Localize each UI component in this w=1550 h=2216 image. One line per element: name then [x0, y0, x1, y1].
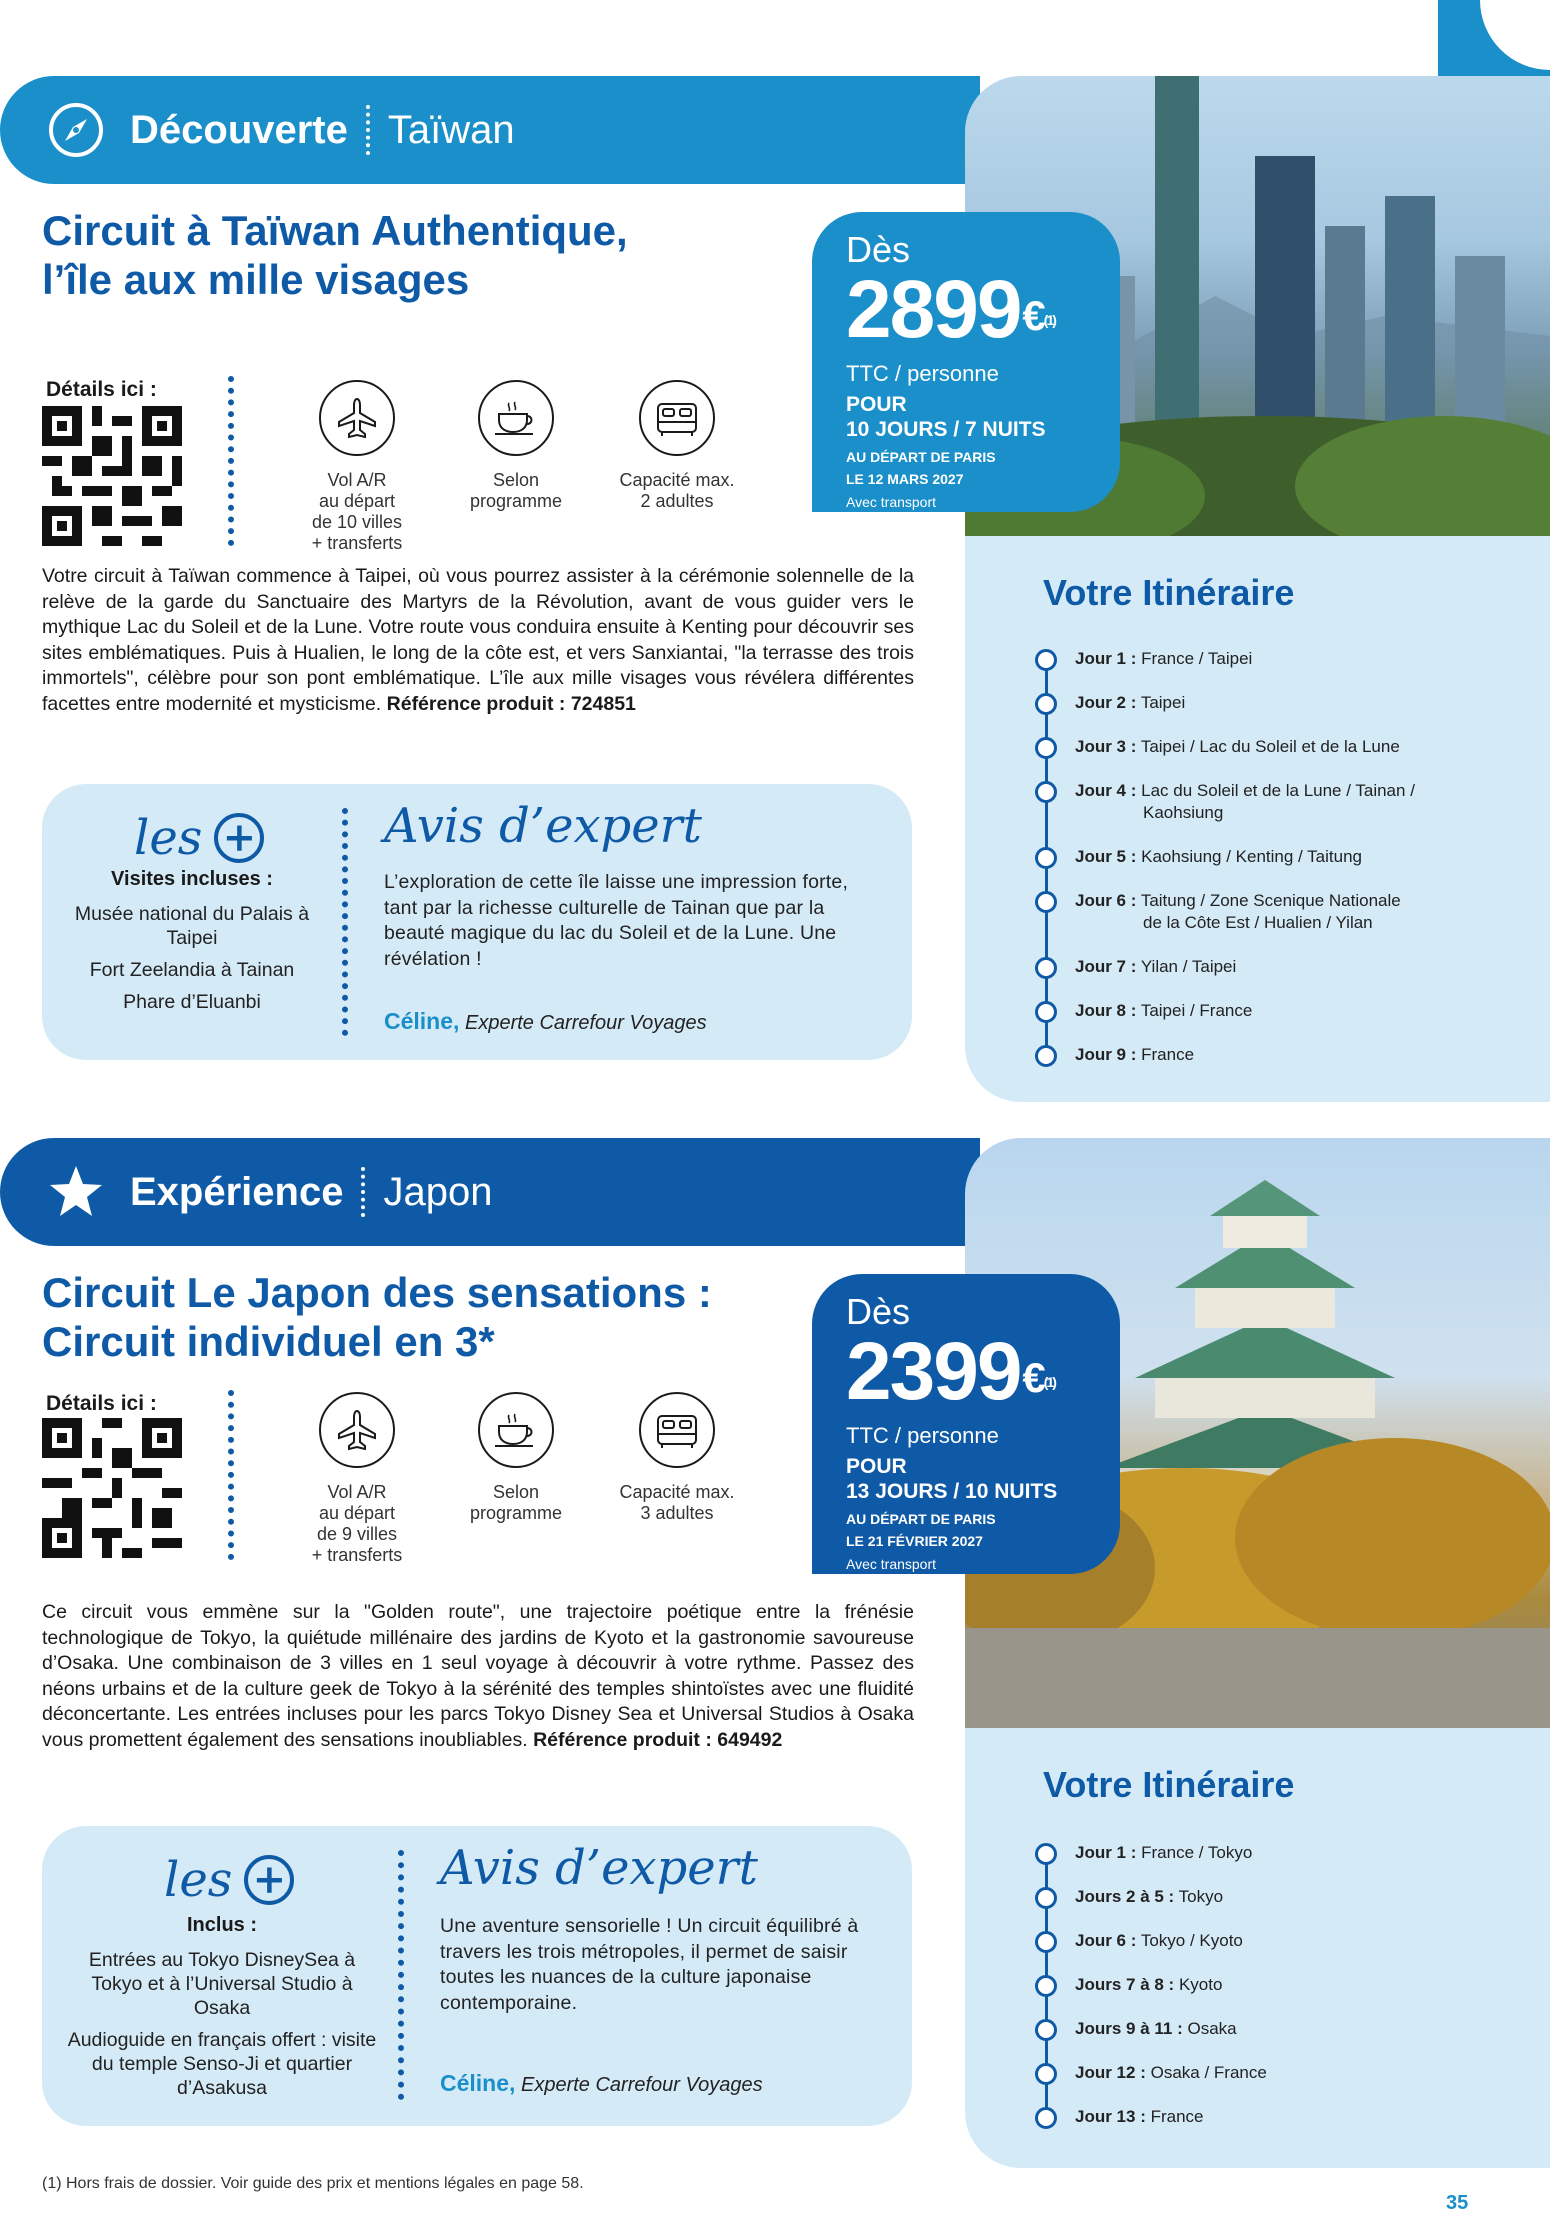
- circuit-description: Votre circuit à Taïwan commence à Taipei, où vous pourrez assister à la cérémonie solennelle de la relève de la garde du Sanctuaire des Martyrs de la Révolution, avant de vous guider vers le mythique Lac du Soleil et de la Lune. Votre route vous conduira ensuite à Kenting pour découvrir ses sites emblématiques. Puis à Hualien, le long de la côte est, et vers Sanxiantai, "la terrasse des trois immortels", célèbre pour son pont emblématique. L’île aux mille visages vous révélera différentes facettes entre modernité et mysticisme. Référence produit : 724851: [42, 565, 914, 715]
- price-amount: 2399 € (1): [846, 1326, 1055, 1417]
- itinerary-day: Jour 9 : France: [1075, 1045, 1195, 1064]
- star-icon: [46, 1162, 106, 1222]
- itinerary-day: Jour 7 : Yilan / Taipei: [1075, 957, 1237, 976]
- itinerary-day: Jours 9 à 11 : Osaka: [1075, 2019, 1237, 2038]
- itinerary-marker: [1035, 957, 1057, 979]
- itinerary-day: Jours 7 à 8 : Kyoto: [1075, 1975, 1223, 1994]
- included-item: Audioguide en français offert : visite du temple Senso-Ji et quartier d’Asakusa: [67, 2029, 377, 2099]
- circuit-title: Circuit à Taïwan Authentique, l’île aux mille visages: [42, 207, 628, 303]
- itinerary-marker: [1035, 1843, 1057, 1865]
- itinerary-day: Jour 13 : France: [1075, 2107, 1204, 2126]
- feature-capacity: Capacité max. 2 adultes: [592, 380, 762, 512]
- itinerary-marker: [1035, 1975, 1057, 1997]
- header-separator: [366, 105, 370, 155]
- header-separator: [361, 1167, 365, 1217]
- feature-meals: Selon programme: [431, 1392, 601, 1524]
- itinerary-marker: [1035, 737, 1057, 759]
- bed-icon: [639, 380, 715, 456]
- section-header-japan: [0, 1138, 980, 1246]
- itinerary-marker: [1035, 649, 1057, 671]
- dotted-divider: [228, 376, 234, 546]
- product-reference: Référence produit : 649492: [533, 1728, 783, 1751]
- price-transport: Avec transport: [846, 1556, 937, 1572]
- price-transport: Avec transport: [846, 494, 937, 510]
- itinerary-day: Jour 5 : Kaohsiung / Kenting / Taitung: [1075, 847, 1362, 866]
- section-label: Expérience: [130, 1169, 344, 1214]
- footnote: (1) Hors frais de dossier. Voir guide des prix et mentions légales en page 58.: [42, 2175, 584, 2192]
- itinerary-marker: [1035, 891, 1057, 913]
- itinerary-day: Jour 4 : Lac du Soleil et de la Lune / Tainan / Kaohsiung: [1075, 781, 1415, 822]
- page-number: 35: [1446, 2192, 1469, 2214]
- included-item: Musée national du Palais à Taipei: [74, 903, 310, 949]
- plus-icon: +: [214, 813, 264, 863]
- itinerary-marker: [1035, 1045, 1057, 1067]
- section-destination: Taïwan: [387, 107, 515, 152]
- section-header-taiwan: [0, 76, 980, 184]
- qr-code[interactable]: [42, 1418, 182, 1558]
- les-plus-title: les +: [164, 1852, 294, 1908]
- circuit-description: Ce circuit vous emmène sur la "Golden route", une trajectoire poétique entre la frénésie technologique de Tokyo, la quiétude millénaire des jardins de Kyoto et la gastronomie savoureuse d’Osaka. Une combinaison de 3 villes en 1 seul voyage à découvrir à votre rythme. Passez des néons urbains et de la culture geek de Tokyo à la sérénité des temples shintoïstes avec une fluidité déconcertante. Les entrées incluses pour les parcs Tokyo Disney Sea et Universal Studios à Osaka vous promettent également des sensations inoubliables. Référence produit : 649492: [42, 1601, 914, 1751]
- included-item: Entrées au Tokyo DisneySea à Tokyo et à l’Universal Studio à Osaka: [88, 1949, 356, 2019]
- itinerary-marker: [1035, 781, 1057, 803]
- dotted-divider: [398, 1850, 404, 2100]
- included-heading: Inclus :: [186, 1914, 257, 1936]
- itinerary-marker: [1035, 847, 1057, 869]
- itinerary-panel: [965, 1728, 1550, 2168]
- itinerary-day: Jour 6 : Taitung / Zone Scenique Nationale de la Côte Est / Hualien / Yilan: [1075, 891, 1401, 932]
- section-destination: Japon: [383, 1169, 493, 1214]
- itinerary-day: Jour 3 : Taipei / Lac du Soleil et de la Lune: [1075, 737, 1400, 756]
- feature-flight: Vol A/R au départ de 9 villes + transferts: [272, 1392, 442, 1566]
- expert-text: L’exploration de cette île laisse une impression forte, tant par la richesse culturelle de Tainan que par la beauté magique du lac du Soleil et de la Lune. Une révélation !: [384, 871, 849, 970]
- feature-capacity: Capacité max. 3 adultes: [592, 1392, 762, 1524]
- qr-code[interactable]: [42, 406, 182, 546]
- price-from: Dès: [846, 229, 911, 270]
- itinerary-day: Jour 1 : France / Tokyo: [1075, 1843, 1253, 1862]
- product-reference: Référence produit : 724851: [386, 692, 636, 715]
- qr-label: Détails ici :: [46, 1392, 157, 1415]
- qr-label: Détails ici :: [46, 378, 157, 401]
- compass-icon: [46, 100, 106, 160]
- expert-signature: Céline, Experte Carrefour Voyages: [440, 2070, 763, 2096]
- bed-icon: [639, 1392, 715, 1468]
- itinerary-marker: [1035, 2019, 1057, 2041]
- itinerary-marker: [1035, 2063, 1057, 2085]
- expert-title: Avis d’expert: [440, 1840, 758, 1896]
- price-box: [812, 212, 1120, 512]
- feature-meals: Selon programme: [431, 380, 601, 512]
- itinerary-title: Votre Itinéraire: [1043, 572, 1295, 613]
- circuit-title: Circuit Le Japon des sensations : Circuit individuel en 3*: [42, 1269, 712, 1365]
- included-heading: Visites incluses :: [111, 868, 273, 890]
- feature-flight: Vol A/R au départ de 10 villes + transferts: [272, 380, 442, 554]
- price-departure: AU DÉPART DE PARIS LE 21 FÉVRIER 2027: [846, 1511, 996, 1549]
- les-plus-title: les +: [134, 810, 264, 866]
- price-pour: POUR 10 JOURS / 7 NUITS: [846, 393, 1046, 441]
- itinerary-title: Votre Itinéraire: [1043, 1764, 1295, 1805]
- les-plus-box: [42, 784, 912, 1060]
- dotted-divider: [228, 1390, 234, 1560]
- itinerary-day: Jour 1 : France / Taipei: [1075, 649, 1253, 668]
- itinerary-day: Jour 12 : Osaka / France: [1075, 2063, 1267, 2082]
- price-ttc: TTC / personne: [846, 1423, 999, 1448]
- plane-icon: [319, 380, 395, 456]
- price-departure: AU DÉPART DE PARIS LE 12 MARS 2027: [846, 449, 996, 487]
- included-item: Fort Zeelandia à Tainan: [89, 959, 295, 981]
- itinerary-marker: [1035, 1887, 1057, 1909]
- coffee-cup-icon: [478, 380, 554, 456]
- itinerary-panel: [965, 536, 1550, 1102]
- itinerary-marker: [1035, 1931, 1057, 1953]
- expert-text: Une aventure sensorielle ! Un circuit équilibré à travers les trois métropoles, il permet de saisir toutes les nuances de la culture japonaise contemporaine.: [440, 1915, 859, 2014]
- price-amount: 2899 € (1): [846, 264, 1055, 355]
- plus-icon: +: [244, 1855, 294, 1905]
- price-pour: POUR 13 JOURS / 10 NUITS: [846, 1455, 1058, 1503]
- expert-signature: Céline, Experte Carrefour Voyages: [384, 1008, 707, 1034]
- itinerary-marker: [1035, 2107, 1057, 2129]
- coffee-cup-icon: [478, 1392, 554, 1468]
- plane-icon: [319, 1392, 395, 1468]
- itinerary-day: Jour 2 : Taipei: [1075, 693, 1186, 712]
- itinerary-marker: [1035, 1001, 1057, 1023]
- price-box: [812, 1274, 1120, 1574]
- itinerary-day: Jour 8 : Taipei / France: [1075, 1001, 1253, 1020]
- dotted-divider: [342, 808, 348, 1036]
- itinerary-marker: [1035, 693, 1057, 715]
- section-label: Découverte: [130, 107, 348, 152]
- itinerary-day: Jour 6 : Tokyo / Kyoto: [1075, 1931, 1243, 1950]
- included-item: Phare d’Eluanbi: [123, 991, 261, 1013]
- expert-title: Avis d’expert: [384, 798, 702, 854]
- les-plus-box: [42, 1826, 912, 2126]
- price-ttc: TTC / personne: [846, 361, 999, 386]
- price-from: Dès: [846, 1291, 911, 1332]
- itinerary-day: Jours 2 à 5 : Tokyo: [1075, 1887, 1224, 1906]
